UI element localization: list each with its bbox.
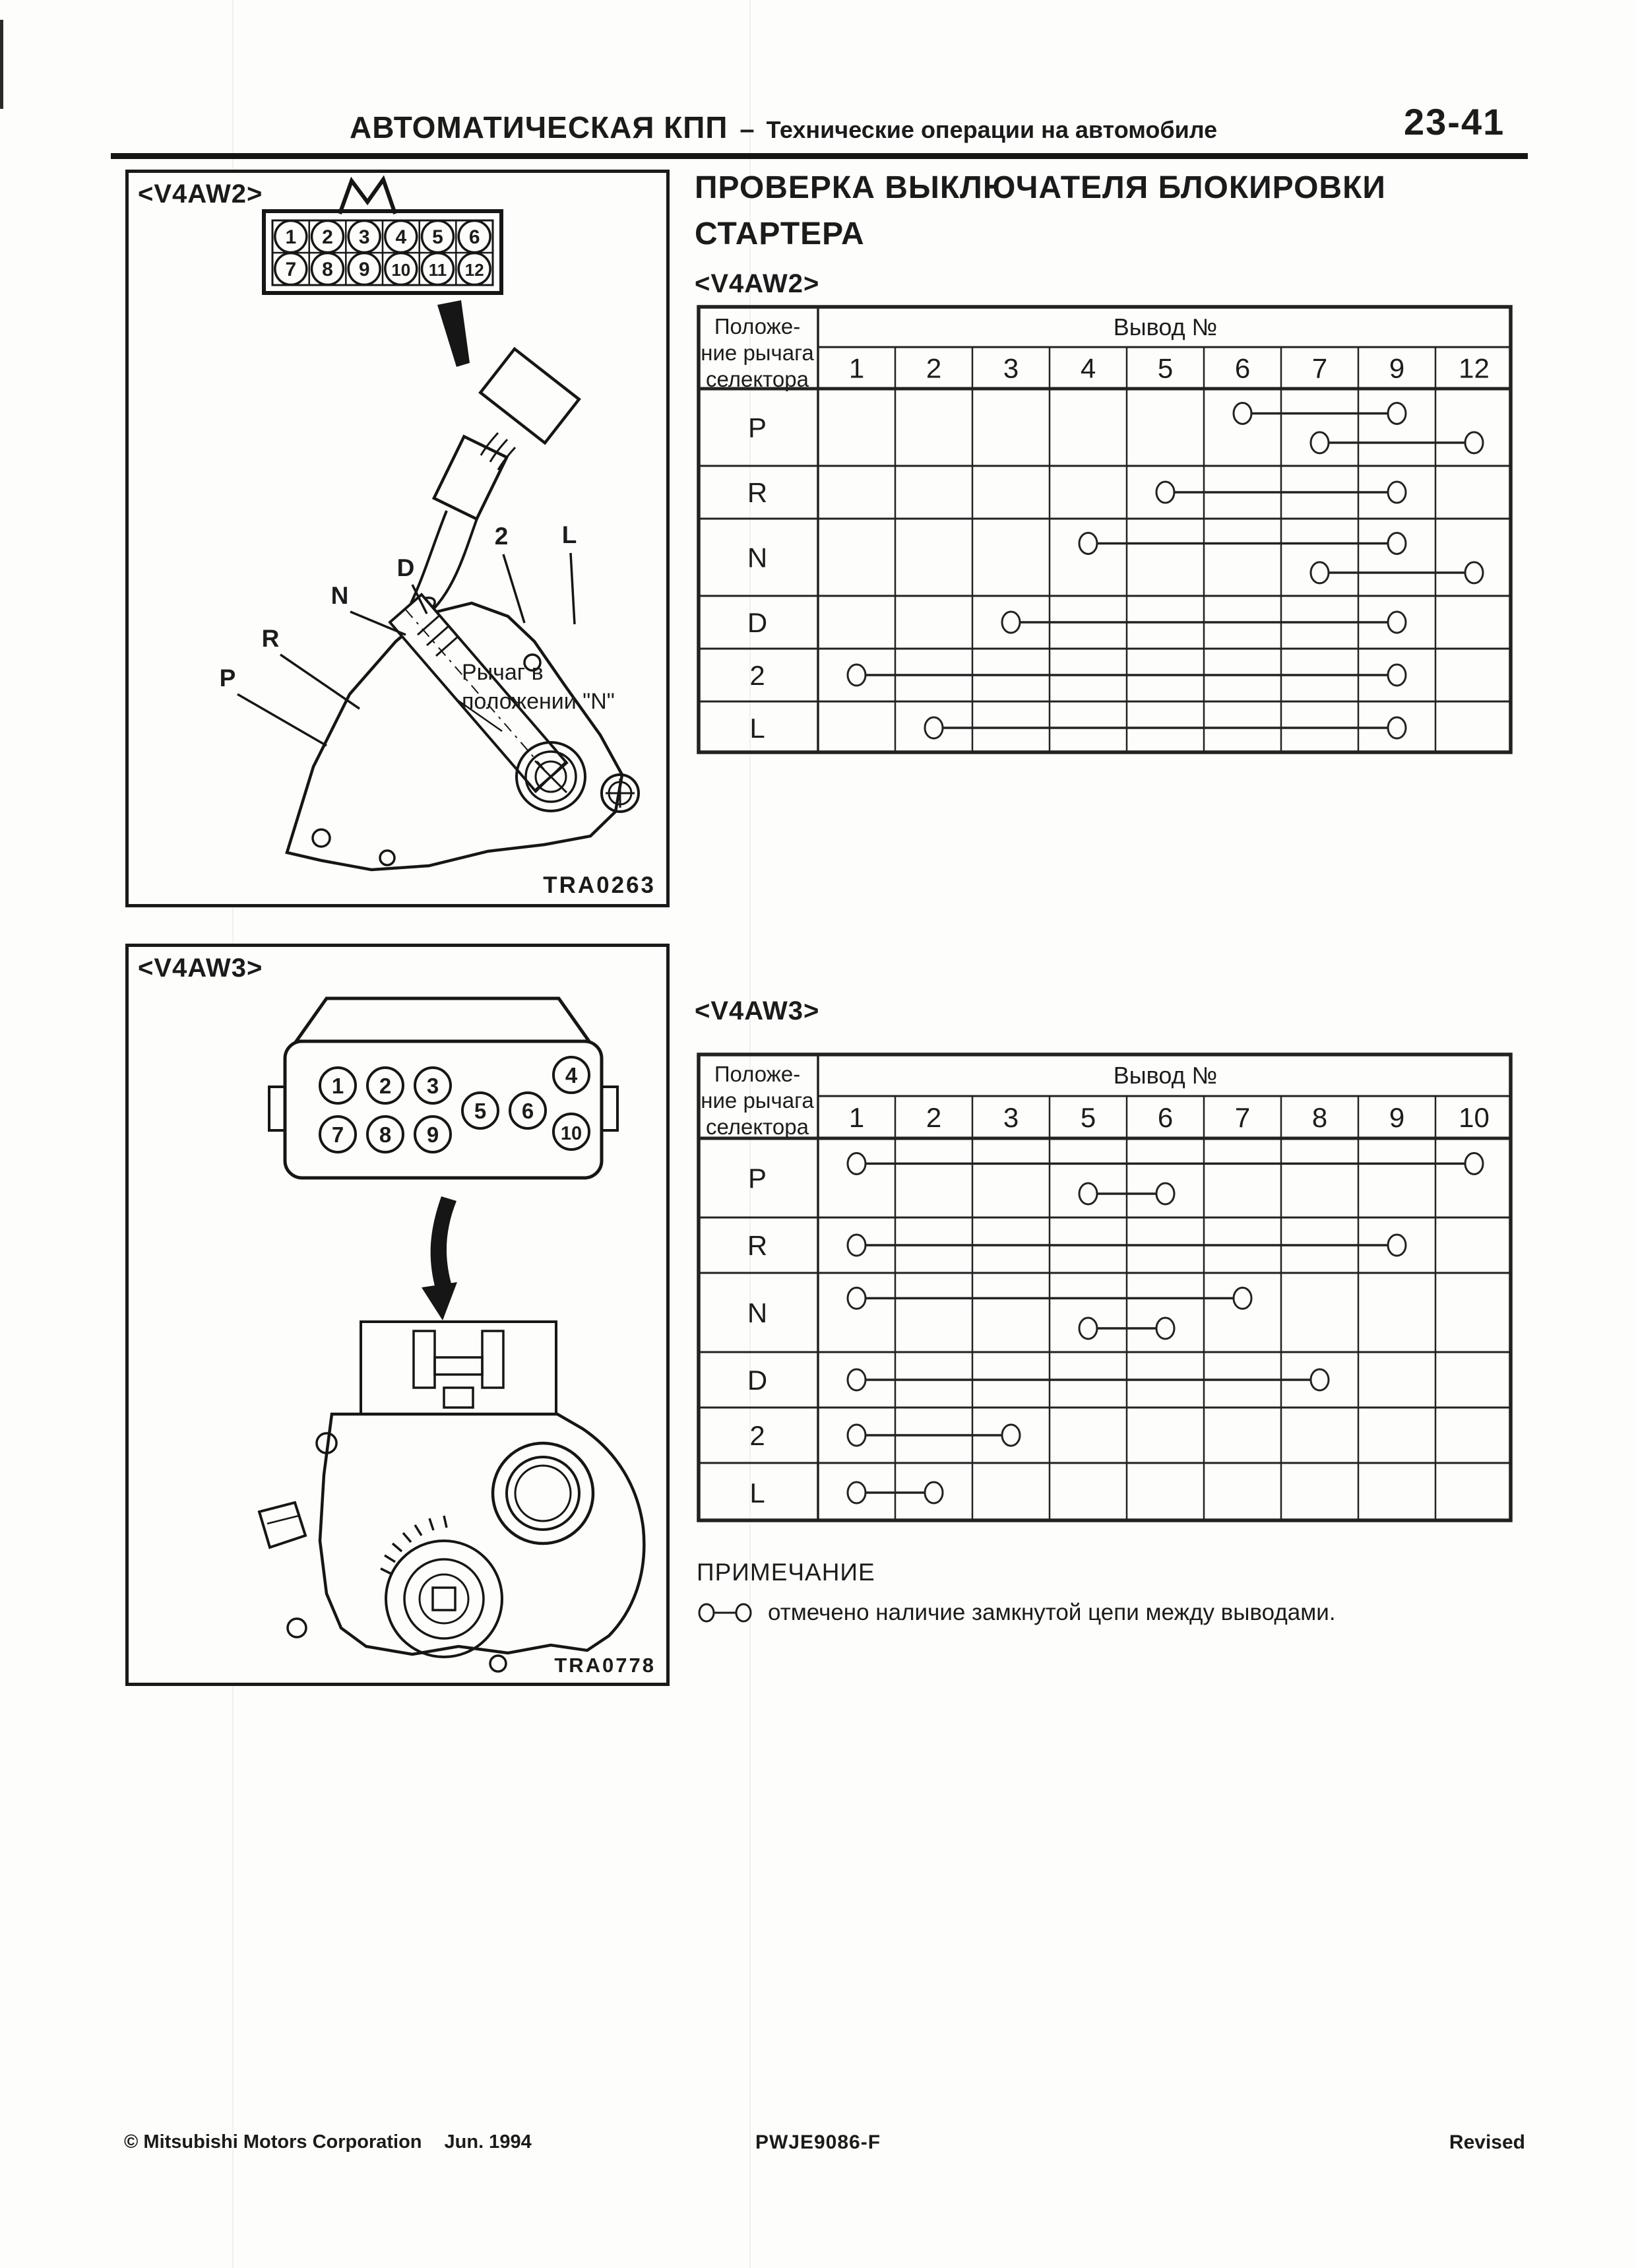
svg-text:8: 8 bbox=[379, 1122, 392, 1147]
table_v4aw3-row-label-D: D bbox=[747, 1365, 768, 1396]
svg-text:6: 6 bbox=[521, 1099, 534, 1123]
table_v4aw2-col-header-6: 6 bbox=[1234, 352, 1251, 384]
svg-text:4: 4 bbox=[395, 226, 407, 248]
curved-arrow-down-icon bbox=[422, 1196, 457, 1320]
position-label-R: R bbox=[261, 625, 280, 652]
svg-text:1: 1 bbox=[331, 1074, 344, 1098]
scan-edge-mark bbox=[0, 20, 3, 109]
svg-text:Рычаг в: Рычаг в bbox=[462, 660, 544, 685]
position-label-2: 2 bbox=[494, 523, 509, 550]
table_v4aw3-col-header-8: 8 bbox=[1311, 1102, 1328, 1133]
v4aw2-diagram bbox=[129, 173, 666, 904]
table_v4aw2-corner-line-1: ние рычага bbox=[701, 340, 814, 365]
table_v4aw2-connection-N-4-9 bbox=[1079, 533, 1406, 554]
table_v4aw3-corner-line-1: ние рычага bbox=[701, 1088, 814, 1113]
table_v4aw2-corner-line-2: селектора bbox=[706, 367, 809, 391]
table_v4aw2-col-header-4: 4 bbox=[1080, 352, 1096, 384]
svg-text:5: 5 bbox=[474, 1099, 487, 1123]
table_v4aw3-connection-2-1-3 bbox=[848, 1425, 1020, 1446]
svg-text:7: 7 bbox=[331, 1122, 344, 1147]
svg-text:6: 6 bbox=[468, 226, 480, 248]
table_v4aw2-row-label-L: L bbox=[749, 713, 765, 744]
table_v4aw2-connection-L-2-9 bbox=[925, 717, 1406, 738]
table_v4aw2-svg bbox=[697, 305, 1513, 754]
v4aw3-diagram bbox=[129, 947, 666, 1683]
table_v4aw2-col-header-7: 7 bbox=[1311, 352, 1328, 384]
phillips-screw-icon bbox=[602, 775, 639, 812]
table_v4aw3-row-label-2: 2 bbox=[749, 1420, 765, 1451]
table_v4aw2-span-header: Вывод № bbox=[1113, 313, 1218, 340]
note-title: ПРИМЕЧАНИЕ bbox=[697, 1559, 875, 1586]
table_v4aw3-col-header-2: 2 bbox=[926, 1102, 942, 1133]
table_v4aw3-row-label-R: R bbox=[747, 1230, 768, 1261]
svg-text:7: 7 bbox=[285, 259, 297, 280]
svg-text:5: 5 bbox=[432, 226, 443, 248]
table_v4aw2-col-header-12: 12 bbox=[1459, 352, 1490, 384]
position-label-N: N bbox=[330, 582, 349, 609]
table_v4aw3-col-header-7: 7 bbox=[1234, 1102, 1251, 1133]
table_v4aw2-col-header-3: 3 bbox=[1003, 352, 1019, 384]
table_v4aw2-row-label-D: D bbox=[747, 607, 768, 638]
table_v4aw3-col-header-1: 1 bbox=[848, 1102, 865, 1133]
footer-date: Jun. 1994 bbox=[444, 2131, 532, 2153]
section-dash: – bbox=[739, 115, 755, 144]
svg-text:10: 10 bbox=[391, 260, 411, 280]
table_v4aw2-col-header-1: 1 bbox=[848, 352, 865, 384]
table_v4aw2-connection-P-6-9 bbox=[1234, 403, 1406, 424]
page-number: 23-41 bbox=[1404, 101, 1505, 143]
svg-text:3: 3 bbox=[426, 1074, 439, 1098]
note-text: отмечено наличие замкнутой цепи между выводами. bbox=[768, 1600, 1336, 1625]
section-subtitle: Технические операции на автомобиле bbox=[766, 116, 1218, 143]
svg-text:1: 1 bbox=[285, 226, 297, 248]
svg-text:8: 8 bbox=[322, 259, 333, 280]
continuity-symbol-icon bbox=[697, 1601, 753, 1625]
svg-text:положении "N": положении "N" bbox=[462, 689, 615, 714]
table_v4aw2-connection-P-7-12 bbox=[1311, 432, 1483, 453]
position-label-D: D bbox=[396, 554, 415, 581]
table_v4aw2-col-header-5: 5 bbox=[1157, 352, 1174, 384]
procedure-title-line1: ПРОВЕРКА ВЫКЛЮЧАТЕЛЯ БЛОКИРОВКИ bbox=[695, 170, 1386, 205]
svg-text:2: 2 bbox=[322, 226, 333, 248]
table_v4aw3-col-header-5: 5 bbox=[1080, 1102, 1096, 1133]
position-label-L: L bbox=[561, 521, 577, 548]
svg-text:9: 9 bbox=[426, 1122, 439, 1147]
figure-box-v4aw2 bbox=[125, 170, 670, 907]
table_v4aw2-col-header-9: 9 bbox=[1389, 352, 1405, 384]
svg-text:10: 10 bbox=[560, 1123, 582, 1144]
table_v4aw3-corner-line-2: селектора bbox=[706, 1115, 809, 1139]
header-rule bbox=[111, 153, 1528, 159]
harness-plug bbox=[405, 349, 579, 620]
table_v4aw3-connection-P-1-10 bbox=[848, 1153, 1483, 1174]
continuity-table-v4aw3 bbox=[697, 1053, 1513, 1522]
wire-clip-icon bbox=[340, 179, 395, 214]
lever-nut bbox=[517, 742, 585, 811]
table_v4aw3-row-label-N: N bbox=[747, 1297, 768, 1328]
drain-spout bbox=[259, 1503, 305, 1547]
note-line bbox=[697, 1600, 1336, 1626]
figure-code-tra0778: TRA0778 bbox=[554, 1654, 656, 1677]
svg-text:12: 12 bbox=[464, 260, 484, 280]
table_v4aw3-svg bbox=[697, 1053, 1513, 1522]
table_v4aw3-col-header-9: 9 bbox=[1389, 1102, 1405, 1133]
figure-v4aw2-variant-label: <V4AW2> bbox=[138, 179, 263, 209]
table_v4aw3-connection-D-1-8 bbox=[848, 1369, 1329, 1390]
svg-text:3: 3 bbox=[358, 226, 370, 248]
table_v4aw2-row-label-P: P bbox=[747, 412, 767, 443]
table_v4aw3-row-label-P: P bbox=[747, 1163, 767, 1194]
page-header bbox=[350, 110, 1217, 145]
svg-text:9: 9 bbox=[358, 259, 370, 280]
table_v4aw3-col-header-6: 6 bbox=[1157, 1102, 1174, 1133]
svg-text:11: 11 bbox=[428, 260, 447, 280]
table_v4aw2-connection-N-7-12 bbox=[1311, 562, 1483, 583]
figure-box-v4aw3 bbox=[125, 944, 670, 1686]
figure-v4aw3-variant-label: <V4AW3> bbox=[138, 954, 263, 983]
svg-text:4: 4 bbox=[565, 1063, 578, 1087]
inhibitor-switch-drawing bbox=[287, 595, 639, 870]
table_v4aw2-row-label-R: R bbox=[747, 477, 768, 508]
footer-revised: Revised bbox=[1449, 2131, 1525, 2153]
section-title: АВТОМАТИЧЕСКАЯ КПП bbox=[350, 110, 728, 145]
table_v4aw2-row-label-2: 2 bbox=[749, 660, 765, 691]
table-v4aw3-label: <V4AW3> bbox=[695, 996, 820, 1025]
svg-text:2: 2 bbox=[379, 1074, 392, 1098]
table_v4aw2-col-header-2: 2 bbox=[926, 352, 942, 384]
table-v4aw2-label: <V4AW2> bbox=[695, 269, 820, 298]
connector-10pin bbox=[269, 998, 617, 1178]
table_v4aw2-row-label-N: N bbox=[747, 542, 768, 573]
inhibitor-switch-drawing bbox=[259, 1322, 644, 1671]
copyright-text: © Mitsubishi Motors Corporation bbox=[124, 2131, 422, 2153]
table_v4aw3-corner-line-0: Положе- bbox=[714, 1062, 801, 1086]
table_v4aw3-col-header-3: 3 bbox=[1003, 1102, 1019, 1133]
connector-12pin bbox=[264, 179, 501, 293]
position-label-P: P bbox=[219, 664, 236, 692]
continuity-table-v4aw2 bbox=[697, 305, 1513, 754]
table_v4aw3-span-header: Вывод № bbox=[1113, 1062, 1218, 1089]
table_v4aw3-row-label-L: L bbox=[749, 1477, 765, 1508]
footer-doc-code: PWJE9086-F bbox=[755, 2131, 881, 2153]
table_v4aw2-corner-line-0: Положе- bbox=[714, 314, 801, 339]
table_v4aw3-col-header-10: 10 bbox=[1459, 1102, 1490, 1133]
procedure-title bbox=[695, 165, 1386, 257]
figure-code-tra0263: TRA0263 bbox=[543, 872, 656, 898]
procedure-title-line2: СТАРТЕРА bbox=[695, 216, 865, 251]
arrow-down-icon bbox=[437, 300, 470, 367]
